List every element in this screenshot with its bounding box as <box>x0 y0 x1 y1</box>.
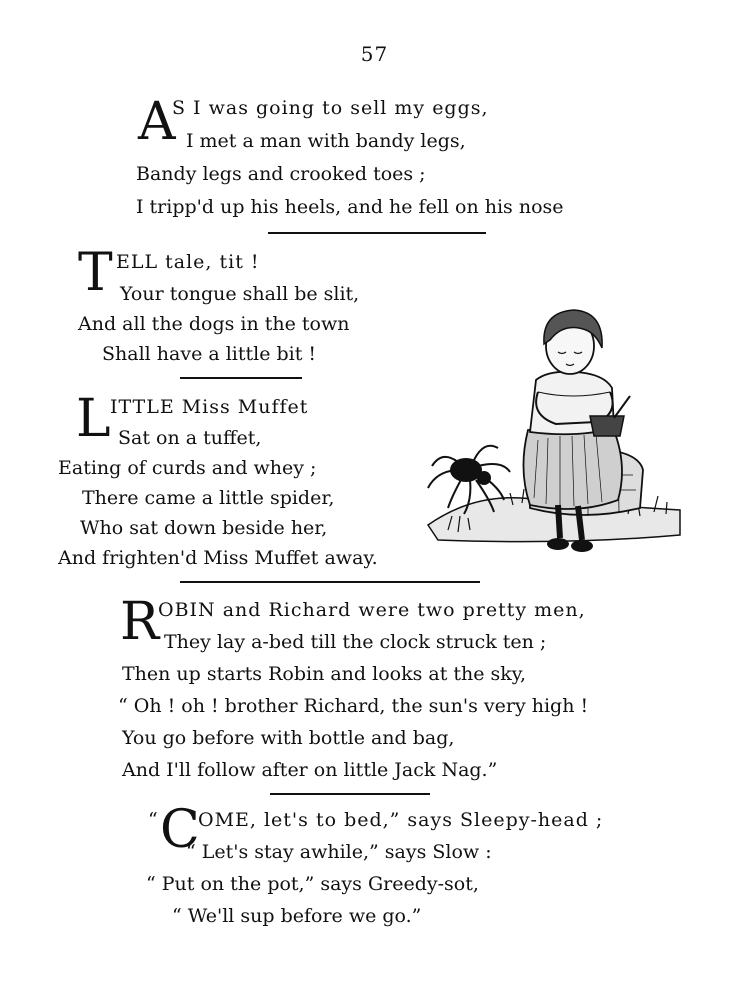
miss-muffet-illustration <box>418 300 690 568</box>
poem-line: And frighten'd Miss Muffet away. <box>58 547 378 569</box>
poem-line: Who sat down beside her, <box>80 517 328 539</box>
section-divider <box>270 793 430 795</box>
section-divider <box>180 377 302 379</box>
poem-line: Eating of curds and whey ; <box>58 457 317 479</box>
poem-line: Sat on a tuffet, <box>118 427 262 449</box>
poem-line: They lay a-bed till the clock struck ten ; <box>164 631 547 653</box>
poem-line: And all the dogs in the town <box>78 313 350 335</box>
poem-line: I met a man with bandy legs, <box>186 130 466 152</box>
poem-line: Your tongue shall be slit, <box>120 283 360 305</box>
poem-line: Shall have a little bit ! <box>102 343 317 365</box>
poem-line: I tripp'd up his heels, and he fell on his nose <box>136 196 564 218</box>
poem-line: Bandy legs and crooked toes ; <box>136 163 426 185</box>
drop-cap-letter: C <box>160 800 200 860</box>
section-divider <box>268 232 486 234</box>
page-number: 57 <box>360 42 389 66</box>
poem-line: “ Let's stay awhile,” says Slow : <box>186 841 492 863</box>
poem-line: “ We'll sup before we go.” <box>172 905 422 927</box>
drop-cap-letter: R <box>120 592 160 652</box>
poem-line: And I'll follow after on little Jack Nag.” <box>122 759 498 781</box>
poem-line: OME, let's to bed,” says Sleepy-head ; <box>198 809 604 831</box>
poem-line: ELL tale, tit ! <box>116 251 260 273</box>
poem-line: You go before with bottle and bag, <box>122 727 455 749</box>
drop-cap-letter: T <box>78 243 113 303</box>
poem-line: “ Oh ! oh ! brother Richard, the sun's very high ! <box>118 695 589 717</box>
poem-line: ITTLE Miss Muffet <box>110 396 309 418</box>
section-divider <box>180 581 480 583</box>
drop-cap-letter: L <box>76 389 111 449</box>
poem-line: S I was going to sell my eggs, <box>172 97 489 119</box>
poem-line: OBIN and Richard were two pretty men, <box>158 599 586 621</box>
poem-line: Then up starts Robin and looks at the sky, <box>122 663 527 685</box>
opening-quote: “ <box>148 809 158 831</box>
poem-line: There came a little spider, <box>82 487 335 509</box>
poem-line: “ Put on the pot,” says Greedy-sot, <box>146 873 479 895</box>
drop-cap-letter: A <box>138 92 176 152</box>
